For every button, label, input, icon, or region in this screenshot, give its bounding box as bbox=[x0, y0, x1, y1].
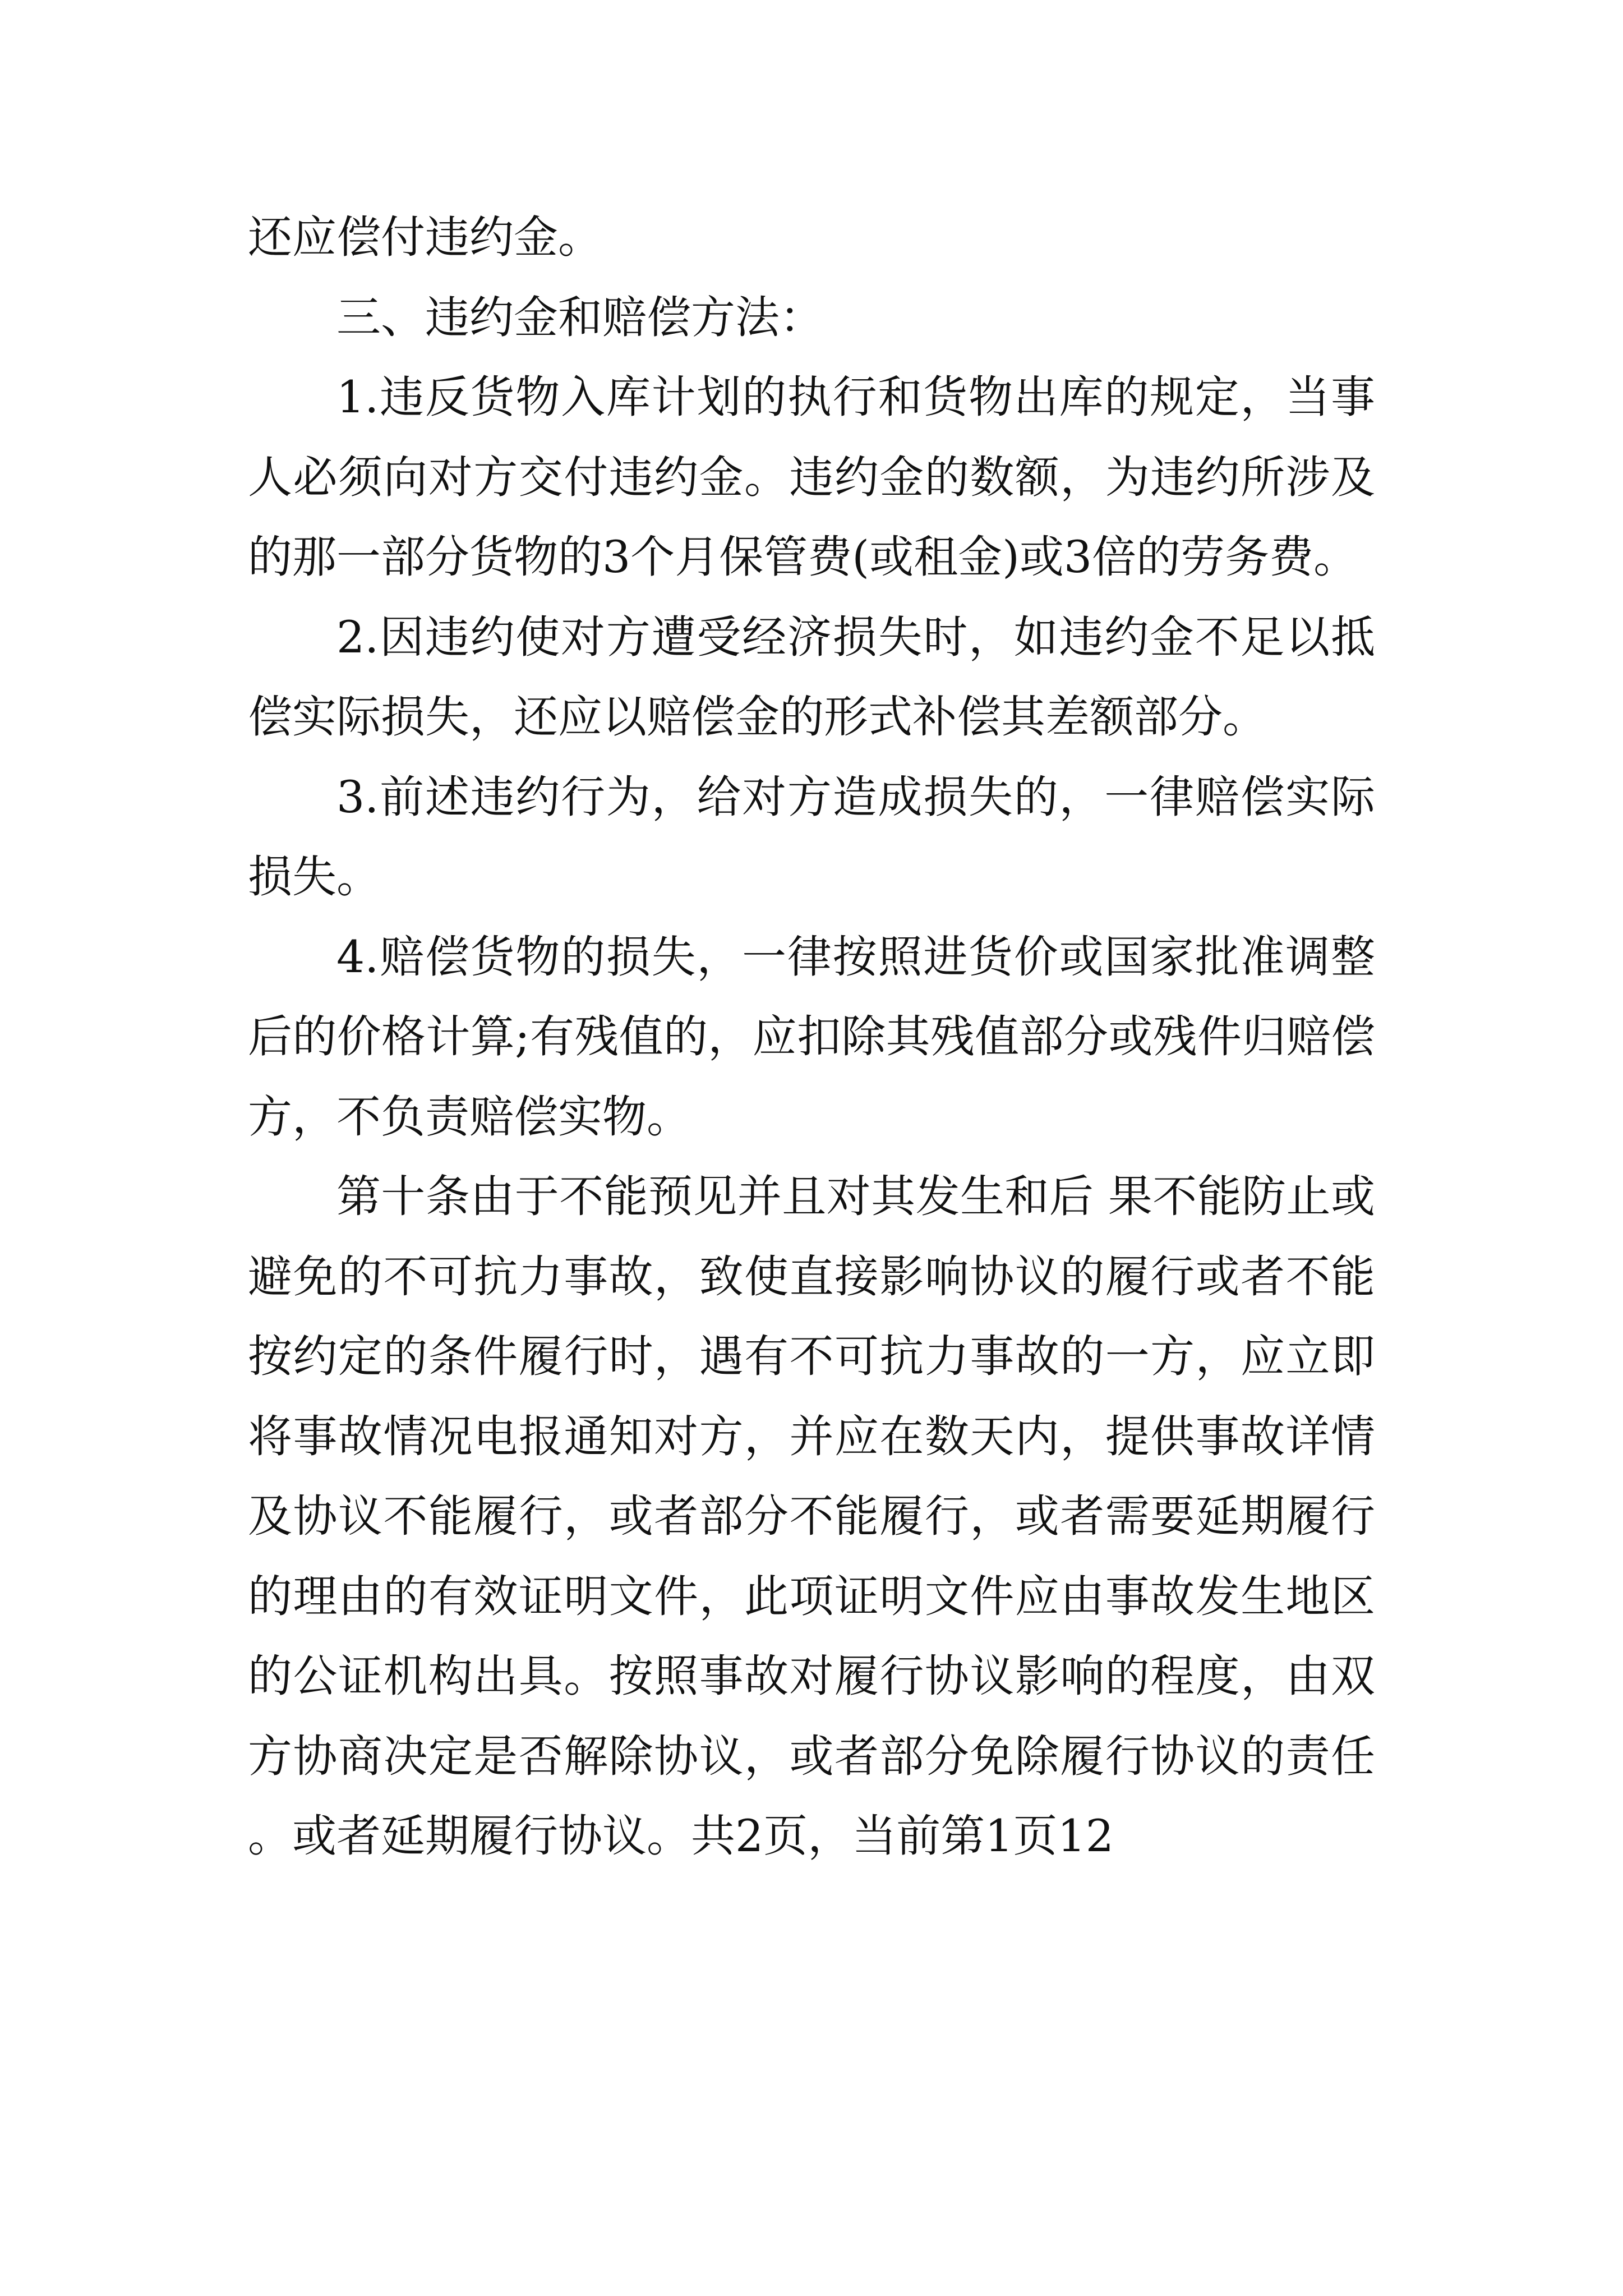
paragraph-continuation: 还应偿付违约金。 bbox=[248, 211, 602, 263]
article-10-force-majeure: 第十条由于不能预见并且对其发生和后 果不能防止或避免的不可抗力事故，致使直接影响协议的履行或者不能按约定的条件履行时，遇有不可抗力事故的一方，应立即将事故情况电报通知对方，并应在数天内，提供事故详情及协议不能履行，或者部分不能履行，或者需要延期履行的理由的有效证明文件，此项证明文件应由事故发生地区的公证机构出具。按照事故对履行协议影响的程度，由双方协商决定是否解除协议，或者部分免除履行协议的责任。或者延期履行协议。共2页，当前第1页12 bbox=[248, 1171, 1375, 1862]
clause-2: 2.因违约使对方遭受经济损失时，如违约金不足以抵偿实际损失，还应以赔偿金的形式补偿其差额部分。 bbox=[248, 611, 1375, 743]
section-heading-penalty-compensation: 三、违约金和赔偿方法： bbox=[336, 291, 824, 343]
clause-4: 4.赔偿货物的损失，一律按照进货价或国家批准调整后的价格计算;有残值的，应扣除其残值部分或残件归赔偿方，不负责赔偿实物。 bbox=[248, 931, 1375, 1143]
document-body bbox=[248, 197, 1375, 1876]
clause-3: 3.前述违约行为，给对方造成损失的，一律赔偿实际损失。 bbox=[248, 771, 1375, 903]
clause-1: 1.违反货物入库计划的执行和货物出库的规定，当事人必须向对方交付违约金。违约金的数额，为违约所涉及的那一部分货物的3个月保管费(或租金)或3倍的劳务费。 bbox=[248, 371, 1375, 583]
